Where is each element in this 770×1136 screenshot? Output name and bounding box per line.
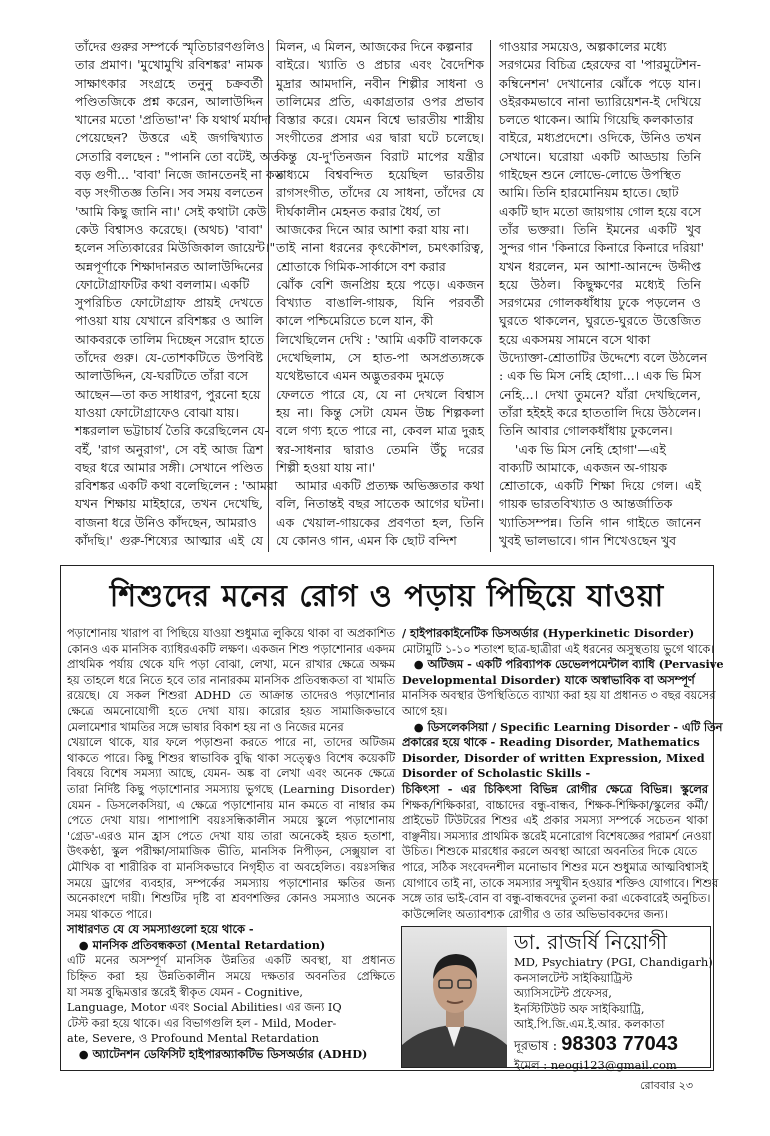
text-line: খানের মতো 'প্রতিভা'ন' কি যথার্থ মর্যাদা bbox=[75, 112, 272, 128]
doctor-phone bbox=[514, 1033, 706, 1058]
text-line: স্বর-সাধনার দ্বারাও তেমনি উঁচু দরের bbox=[276, 441, 484, 457]
text-line: পারে, সঠিক সংবেদনশীল মনোভাব শিশুর মনে শুধুমাত্র আত্মবিশ্বাসই bbox=[402, 860, 708, 874]
text-line: আগে হয়। bbox=[402, 704, 448, 718]
text-line: প্রাথমিক পর্যায় থেকে যদি পড়া বোঝা, লেখা, মনে রাখার ক্ষেত্রে অক্ষম bbox=[67, 658, 395, 672]
text-line: ● অটিজম - একটি পরিব্যাপক ডেভেলপমেন্টাল ব্যাধি (Pervasive bbox=[402, 657, 724, 672]
text-line: যে কোনও গান, এমন কি ছোট বন্দিশ bbox=[276, 533, 457, 549]
text-line: কোনও এক মানসিক ব্যাধিরএকটি লক্ষণ। একজন শিশু পড়াশোনার একদম bbox=[67, 642, 395, 656]
text-line: তাই নানা ধরনের কৃৎকৌশল, চমৎকারিত্ব, bbox=[276, 240, 484, 256]
phone-number: 98303 77043 bbox=[561, 1032, 679, 1055]
text-line: ate, Severe, ও Profound Mental Retardation bbox=[67, 1032, 320, 1046]
text-line: কেউ বিশ্বাসও করেছে। (অথচ) 'বাবা' bbox=[75, 221, 263, 237]
text-line: বাইরে, মধ্যপ্রদেশে। ওদিকে, উনিও তখন bbox=[499, 130, 701, 146]
text-line: ওইরকমভাবে নানা ভ্যারিয়েশন-ই দেখিয়ে bbox=[499, 93, 701, 109]
page-footer: রোববার ২৩ bbox=[640, 1079, 693, 1092]
doctor-degree: MD, Psychiatry (PGI, Chandigarh) bbox=[514, 955, 713, 969]
text-line: Developmental Disorder) যাকে অস্বাভাবিক বা অসম্পূর্ণ bbox=[402, 672, 695, 687]
text-line: দীর্ঘকালীন মেহনত করার ধৈর্য, তা bbox=[276, 203, 441, 219]
text-line: এক খেয়াল-গায়কের প্রবণতা হল, তিনি bbox=[276, 514, 484, 530]
column-divider bbox=[268, 40, 269, 552]
text-line: বিখ্যাত বাঙালি-গায়ক, যিনি পরবর্তী bbox=[276, 295, 484, 311]
text-line: ফেলতে পারে যে, যে না দেখলে বিশ্বাস bbox=[276, 386, 484, 402]
text-line: মোটামুটি ১-১০ শতাংশ ছাত্র-ছাত্রীরা এই ধরনের অসুস্থতায় ভুগে থাকে। bbox=[402, 642, 715, 656]
text-line: উদ্যোক্তা-শ্রোতাটির উদ্দেশ্যে বলে উঠলেন bbox=[499, 350, 708, 366]
phone-label: দূরভাষ : bbox=[514, 1038, 558, 1054]
text-line: এটি মনের অসম্পূর্ণ মানসিক উন্নতির একটি অবস্থা, যা প্রধানত bbox=[67, 954, 395, 968]
text-line: বছর ধরে আমার সঙ্গী। সেখানে পণ্ডিত bbox=[75, 459, 263, 475]
doctor-institute: ইনস্টিটিউট অফ সাইকিয়াট্রি, bbox=[514, 1001, 645, 1016]
box-right-column bbox=[402, 626, 724, 922]
text-line: পেতে দেখা যায়। পাশাপাশি বয়ঃসন্ধিকালীন সময়ে স্কুলে পড়াশোনায় bbox=[67, 814, 395, 828]
text-line: শ্রোতাকে, একটি শিক্ষা দিয়ে গেল। এই bbox=[499, 478, 701, 494]
text-line: যোগাবে তাই না, তাকে সমস্যার সম্মুখীন হওয়ার শক্তিও যোগাবে। শিশুর bbox=[402, 876, 719, 890]
text-line: 'এক ভি মিস নেহি হোগা'—এই bbox=[499, 441, 666, 457]
text-line: বাইরে। খ্যাতি ও প্রচার এবং বৈদেশিক bbox=[276, 57, 484, 73]
text-line: চিহ্নিত করা হয় উন্নতিকালীন সময়ে দক্ষতার অবনতির প্রেক্ষিতে bbox=[67, 970, 395, 984]
text-line: খুবই ভালভাবে। গান শিখেওছেন খুব bbox=[499, 533, 677, 549]
doctor-position: অ্যাসিসটেন্ট প্রফেসর, bbox=[514, 986, 612, 1000]
text-line: বাক্যটি আমাকে, একজন অ-গায়ক bbox=[499, 459, 668, 475]
text-line: কাউন্সেলিং অত্যাবশ্যক রোগীর ও তার অভিভাবকদের জন্য। bbox=[402, 907, 668, 921]
text-line: তিনি আবার গোলকধাঁধায় ঢুকলেন। bbox=[499, 423, 673, 439]
text-line: তার প্রমাণ। 'মুখোমুখি রবিশঙ্কর' নামক bbox=[75, 57, 263, 73]
box-left-column bbox=[67, 626, 395, 1063]
text-line: বিস্তার করে। যেমন বিশ্বে ভারতীয় শাস্ত্রীয় bbox=[276, 112, 484, 128]
doctor-card bbox=[401, 926, 713, 1072]
text-line: অনেকাংশে দায়ী। শিশুটির দৃষ্টি বা শ্রবণশক্তির কোনও সমস্যাও অনেক bbox=[67, 892, 395, 906]
text-line: তাঁদের গুরু। যে-তোশকটিতে উপবিষ্ট bbox=[75, 350, 263, 366]
text-line: মুদ্রার আমদানি, নবীন শিল্পীর সাধনা ও bbox=[276, 75, 484, 91]
text-line: প্রাইভেট টিউটরের শিশুর এই প্রকার সমস্যা সম্পর্কে সচেতন থাকা bbox=[402, 814, 708, 828]
article-column-1 bbox=[75, 38, 284, 550]
text-line: 'আমি কিছু জানি না।' সেই কথাটা কেউ bbox=[75, 203, 267, 219]
text-line: সুন্দর গান 'কিনারে কিনারে কিনারে দরিয়া' bbox=[499, 240, 705, 256]
doctor-title: কনসালটেন্ট সাইকিয়াট্রিস্ট bbox=[514, 970, 633, 985]
text-line: রাগসংগীত, তাঁদের যে সাধনা, তাঁদের যে bbox=[276, 185, 484, 201]
text-line: একটি ছাদ মতো জায়গায় গোল হয়ে বসে bbox=[499, 203, 701, 219]
text-line: যাওয়া ফোটোগ্রাফেও বোঝা যায়। bbox=[75, 404, 239, 420]
text-line: ● মানসিক প্রতিবন্ধকতা (Mental Retardation) bbox=[67, 937, 326, 952]
article-column-2 bbox=[276, 38, 484, 550]
text-line: শ্রোতাকে গিমিক-সার্কাসে বশ করার bbox=[276, 258, 446, 274]
text-line: পেয়েছেন? উত্তরে এই জগদ্বিখ্যাত bbox=[75, 130, 263, 146]
text-line: যখন শিক্ষায় মাইহারে, তখন দেখেছি, bbox=[75, 496, 263, 512]
text-line: Disorder, Disorder of written Expression, Mixed bbox=[402, 750, 705, 765]
health-feature-box bbox=[60, 565, 724, 1072]
text-line: নেহি...। দেখা তুমনে? যাঁরা দেখছিলেন, bbox=[499, 386, 701, 402]
text-line: সাধারণত যে যে সমস্যাগুলো হয়ে থাকে - bbox=[67, 922, 254, 937]
text-line: সরগমের বিচিত্র হেরফের বা 'পারমুটেশন- bbox=[499, 57, 701, 73]
text-line: বলি, নিতান্তই বছর সাতেক আগের ঘটনা। bbox=[276, 496, 484, 512]
text-line: বলে গণ্য হতে পারে না, কেবল মাত্র দুরূহ bbox=[276, 423, 484, 439]
text-line: সেখানে। ঘরোয়া একটি আড্ডায় তিনি bbox=[499, 148, 701, 164]
text-line: Language, Motor এবং Social Abilities। এর জন্য IQ bbox=[67, 1001, 342, 1015]
text-line: ● অ্যাটেনশন ডেফিসিট হাইপারঅ্যাকটিভ ডিসঅর্ডার (ADHD) bbox=[67, 1047, 368, 1062]
text-line: ঝোঁক বেশি জনপ্রিয় হয়ে পড়ে। একজন bbox=[276, 276, 484, 292]
doctor-email: ইমেল : neogi123@gmail.com bbox=[514, 1057, 677, 1072]
doctor-institute-city: আই.পি.জি.এম.ই.আর. কলকাতা bbox=[514, 1017, 665, 1031]
text-line: যেমন - ডিসলেকসিয়া, এ ক্ষেত্রে পড়াশোনায় মান কমতে বা নাম্বার কম bbox=[67, 798, 395, 812]
text-line: আলাউদ্দিন, যে-ঘরটিতে তাঁরা বসে bbox=[75, 368, 249, 384]
text-line: মানসিক অবস্থার উপস্থিতিতে ব্যাখ্যা করা হয় যা প্রধানত ৩ বছর বয়সের bbox=[402, 689, 716, 703]
text-line: ● ডিসলেকসিয়া / Specific Learning Disorder - এটি তিন bbox=[402, 719, 723, 734]
text-line: হয় তাহলে ধরে নিতে হবে তার নানারকম মানসিক প্রতিবন্ধকতা বা খামতি bbox=[67, 673, 395, 687]
text-line: মেলামেশার খামতির সঙ্গে ভাষার বিকাশ হয় না ও নিজের মনের bbox=[67, 720, 344, 734]
text-line: টেস্ট করা হয়ে থাকে। এর বিভাগগুলি হল - Mild, Moder- bbox=[67, 1016, 337, 1030]
text-line: সুপরিচিত ফোটোগ্রাফ প্রায়ই দেখতে bbox=[75, 295, 263, 311]
text-line: আমার একটি প্রত্যক্ষ অভিজ্ঞতার কথা bbox=[276, 478, 484, 494]
text-line: চিকিৎসা - এর চিকিৎসা বিভিন্ন রোগীর ক্ষেত্রে বিভিন্ন। স্কুলের bbox=[402, 781, 708, 796]
text-line: 'গ্রেড'-এরও মান হ্রাস পেতে দেখা যায় তারা অনেকেই হয়ত হতাশা, bbox=[67, 829, 395, 843]
text-line: যখন ধরলেন, মন আশা-আনন্দে উদ্দীপ্ত bbox=[499, 258, 701, 274]
text-line: খেয়ালে থাকে, যার ফলে পড়াশুনা করতে পারে না, তাদের অটিজম bbox=[67, 736, 395, 750]
box-title: শিশুদের মনের রোগ ও পড়ায় পিছিয়ে যাওয়া bbox=[109, 579, 665, 614]
text-line: তাঁর ভক্তরা। তিনি ইমনের একটি খুব bbox=[499, 221, 701, 237]
text-line: লিখেছিলেন দেখি : 'আমি একটি বালককে bbox=[276, 331, 483, 347]
text-line: প্রকারের হয়ে থাকে - Reading Disorder, Mathematics bbox=[402, 735, 700, 750]
text-line: মিলন, এ মিলন, আজকের দিনে কল্পনার bbox=[276, 39, 473, 54]
text-line: সময়ে ড্রাগের ব্যবহার, সম্পর্কের সমস্যায় পড়াশোনার ক্ষতির জন্য bbox=[67, 876, 395, 890]
text-line: মাধ্যমে বিশ্ববন্দিত হয়েছিল ভারতীয় bbox=[276, 167, 484, 183]
article-column-3 bbox=[499, 38, 708, 550]
text-line: বিষয়ে বিশেষ সমস্যা আছে, যেমন- অঙ্ক বা লেখা এবং অনেক ক্ষেত্রে bbox=[67, 767, 395, 781]
text-line: হয় না। কিন্তু সেটা যেমন উচ্চ শিল্পকলা bbox=[276, 404, 484, 420]
text-line: হলেন সত্যিকারের মিউজিকাল জায়েন্ট।" bbox=[75, 240, 276, 256]
text-line: গাওয়ার সময়েও, অল্পকালের মধ্যে bbox=[499, 39, 667, 54]
text-line: সময় থাকতে পারে। bbox=[67, 907, 152, 921]
text-line: মৌখিক বা শারীরিক বা মানসিকভাবে নিগৃহীত বা অবহেলিত। বয়ঃসন্ধির bbox=[67, 860, 395, 874]
text-line: / হাইপারকাইনেটিক ডিসঅর্ডার (Hyperkinetic Disorder) bbox=[402, 626, 695, 640]
text-line: কম্বিনেশন' দেখানোর ঝোঁকে পড়ে যান। bbox=[499, 75, 701, 91]
doctor-name: ডা. রাজর্ষি নিয়োগী bbox=[514, 930, 668, 954]
text-line: আমি। তিনি হারমোনিয়ম হাতে। ছোট bbox=[499, 185, 679, 201]
text-line: আছেন—তা কত সাধারণ, পুরনো হয়ে bbox=[75, 386, 261, 402]
text-line: গাইছেন শুনে লোভে-লোভে উপস্থিত bbox=[499, 167, 681, 183]
text-line: তাঁদের গুরুর সম্পর্কে স্মৃতিচারণগুলিও bbox=[75, 39, 265, 54]
text-line: শিল্পী হওয়া যায় না।' bbox=[276, 459, 376, 475]
doctor-photo bbox=[402, 927, 507, 1067]
text-line: তালিমের প্রতি, একাগ্রতার ওপর প্রভাব bbox=[276, 93, 484, 109]
text-line: সংগীতের প্রসার এর দ্বারা ঘটে চলেছে। bbox=[276, 130, 484, 146]
text-line: রবিশঙ্কর একটি কথা বলেছিলেন : 'আমরা bbox=[75, 478, 278, 494]
text-line: কাঁদছি।' গুরু-শিষ্যের আত্মার এই যে bbox=[75, 533, 263, 549]
text-line: যথেষ্টভাবে এমন অদ্ভুতরকম দুমড়ে bbox=[276, 368, 444, 384]
text-line: বাজনা ধরে উনিও কাঁদছেন, আমরাও bbox=[75, 514, 257, 530]
text-line: বড় সংগীতজ্ঞ তিনি। সব সময় বলতেন bbox=[75, 185, 263, 201]
text-line: উচিত। শিশুকে মারধোর করলে অবস্থা আরো অবনতির দিকে যেতে bbox=[402, 845, 698, 859]
text-line: তাঁরা হইহই করে হাততালি দিয়ে উঠলেন। bbox=[499, 404, 701, 420]
text-line: সাক্ষাৎকার সংগ্রহে তনুনু চক্রবর্তী bbox=[75, 75, 263, 91]
text-line: কালে পশ্চিমেরিতে চলে যান, কী bbox=[276, 313, 434, 329]
text-line: বাঞ্ছনীয়। সমস্যার প্রাথমিক স্তরেই মনোরোগ বিশেষজ্ঞের পরামর্শ নেওয়া bbox=[402, 829, 712, 843]
text-line: খ্যাতিসম্পন্ন। তিনি গান গাইতে জানেন bbox=[499, 514, 701, 530]
text-line: থাকতে পারে। কিছু শিশুর স্বাভাবিক বুদ্ধি থাকা সত্ত্বেও বিশেষ কয়েকটি bbox=[67, 751, 395, 765]
text-line: : এক ভি মিস নেহি হোগা...। এক ভি মিস bbox=[499, 368, 701, 384]
text-line: আকবরকে তালিম দিচ্ছেন সরোদ হাতে bbox=[75, 331, 265, 347]
text-line: বইঁ, 'রাগ অনুরাগ', সে বই আজ ত্রিশ bbox=[75, 441, 263, 457]
text-line: ক্ষেত্রে অমনোযোগী হতে দেখা যায়। কারোর হয়ত সামাজিকভাবে bbox=[67, 704, 395, 718]
text-line: পড়াশোনায় খারাপ বা পিছিয়ে যাওয়া শুধুমাত্র লুকিয়ে থাকা বা অপ্রকাশিত bbox=[67, 627, 395, 640]
text-line: ফোটোগ্রাফটির কথা বললাম। একটি bbox=[75, 276, 250, 292]
text-line: দেখেছিলাম, সে হাত-পা অসপ্রত্যঙ্গকে bbox=[276, 350, 484, 366]
text-line: সেতারি বলছেন : "পাননি তো বটেই, অত bbox=[75, 148, 281, 164]
text-line: বড় গুণী... 'বাবা' নিজে জানতেনই না কত bbox=[75, 167, 284, 183]
column-divider bbox=[490, 40, 491, 552]
text-line: যা সমস্ত বুদ্ধিমত্তার স্তরেই স্বীকৃত যেমন - Cognitive, bbox=[67, 985, 303, 999]
text-line: রয়েছে। যে সকল শিশুরা ADHD তে আক্রান্ত তাদেরও পড়াশোনার bbox=[67, 689, 395, 703]
text-line: Disorder of Scholastic Skills - bbox=[402, 766, 591, 781]
text-line: শঙ্করলাল ভট্টাচার্য তৈরি করেছিলেন যে- bbox=[75, 423, 269, 439]
text-line: অন্নপূর্ণাকে শিক্ষাদানরত আলাউদ্দিনের bbox=[75, 258, 263, 274]
text-line: তারা নির্দিষ্ট কিছু পড়াশোনার সমস্যায় ভুগছে (Learning Disorder) bbox=[67, 782, 395, 796]
text-line: ঘুরতে থাকলেন, ঘুরতে-ঘুরতে উত্তেজিত bbox=[499, 313, 701, 329]
text-line: হয়ে উঠল। কিছুক্ষণের মধ্যেই তিনি bbox=[499, 276, 701, 292]
text-line: সরগমের গোলকধাঁধায় ঢুকে পড়লেন ও bbox=[499, 295, 701, 311]
text-line: আজকের দিনে আর আশা করা যায় না। bbox=[276, 221, 469, 237]
text-line: শিক্ষক/শিক্ষিকারা, বাচ্চাদের বন্ধু-বান্ধব, শিক্ষক-শিক্ষিকা/স্কুলের কর্মী/ bbox=[402, 798, 708, 812]
text-line: পাওয়া যায় যেখানে রবিশঙ্কর ও আলি bbox=[75, 313, 263, 329]
text-line: পণ্ডিতজিকে প্রশ্ন করেন, আলাউদ্দিন bbox=[75, 93, 263, 109]
text-line: হয়ে একসময় সামনে বসে থাকা bbox=[499, 331, 651, 347]
text-line: কিন্তু যে-দু'তিনজন বিরাট মাপের যন্ত্রীর bbox=[276, 148, 484, 164]
text-line: চলতে থাকেন। আমি গিয়েছি কলকাতার bbox=[499, 112, 694, 128]
text-line: গায়ক ভারতবিখ্যাত ও আন্তর্জাতিক bbox=[499, 496, 673, 512]
text-line: সঙ্গে তার ভাই-বোন বা বন্ধু-বান্ধবদের তুলনা করা একেবারেই অনুচিত। bbox=[402, 892, 711, 906]
text-line: উৎকণ্ঠা, স্কুল পরীক্ষা/সামাজিক ভীতি, মানসিক নিপীড়ন, সেক্সুয়াল বা bbox=[67, 845, 395, 859]
